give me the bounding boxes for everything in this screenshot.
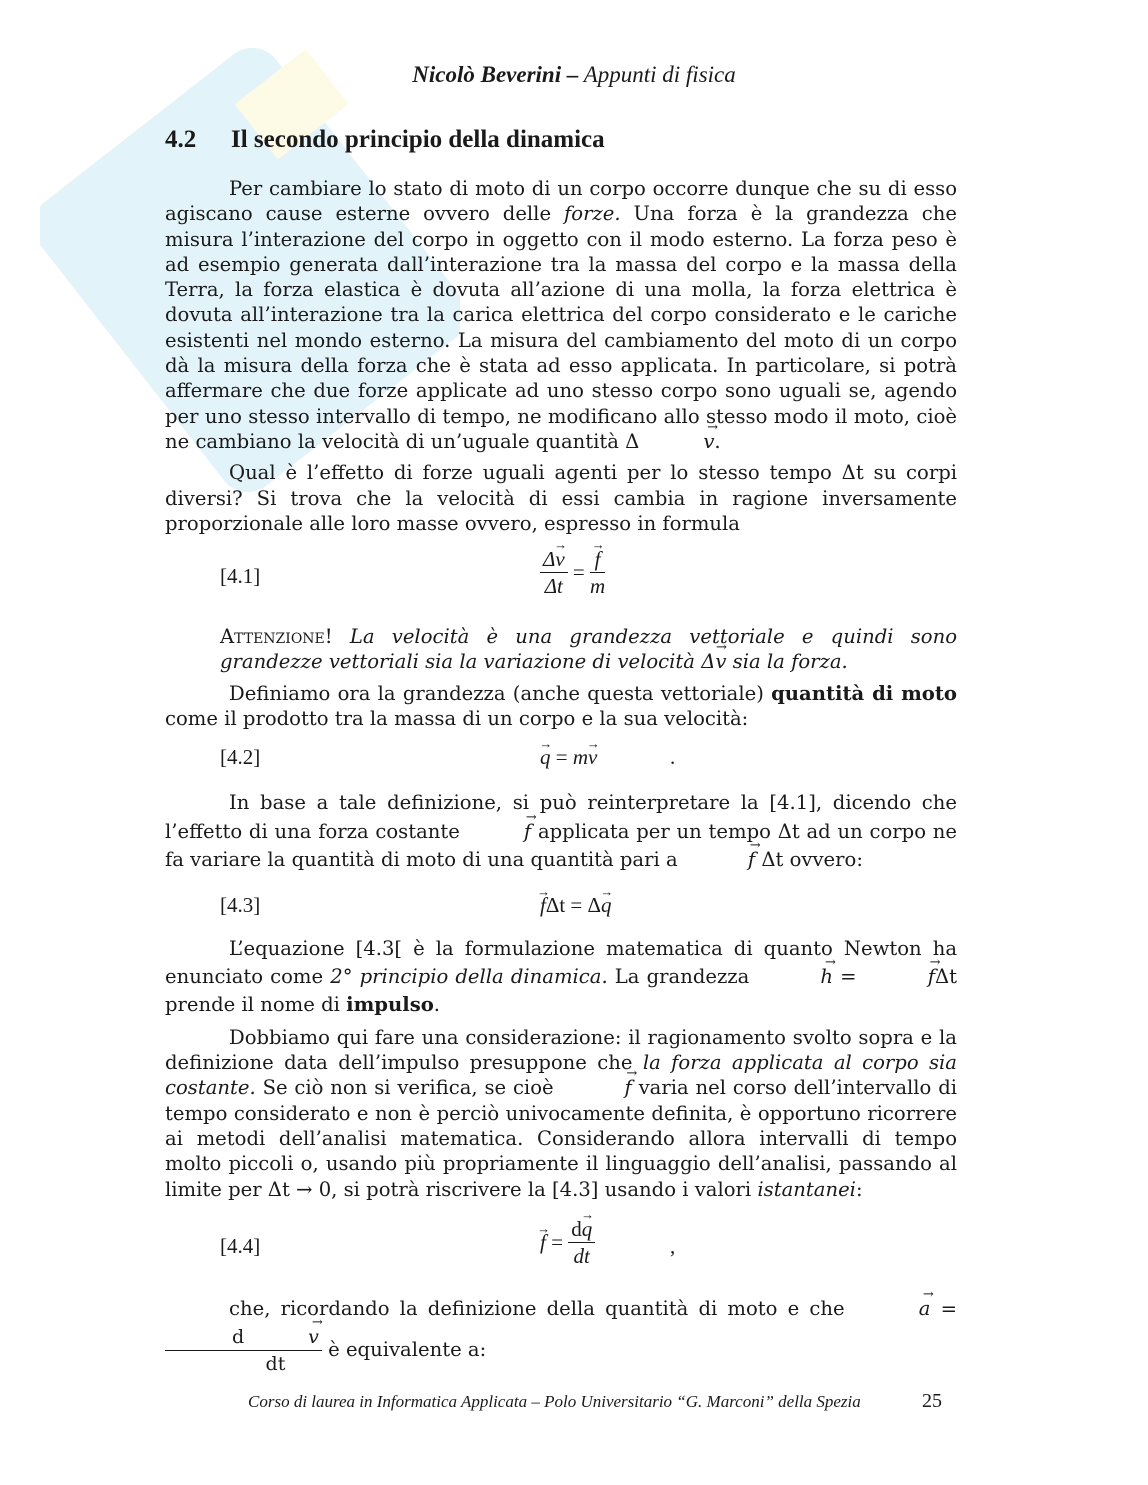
paragraph-1: Per cambiare lo stato di moto di un corpo occorre dunque che su di esso agiscano cause esterne ovvero delle forze. Una forza è la grandezza che misura l’interazione del corpo in oggetto con il modo esterno. La forza peso è ad esempio generata dall’interazione tra la massa del corpo e la massa della Terra, la forza elastica è dovuta all’azione di una molla, la forza elettrica è dovuta all’interazione tra la carica elettrica del corpo considerato e le cariche esistenti nel mondo esterno. La misura del cambiamento del moto di un corpo dà la misura della forza che è stata ad esso applicata. In particolare, si potrà affermare che due forze applicate ad uno stesso corpo sono uguali se, agendo per uno stesso intervallo di tempo, ne modificano allo stesso modo il moto, cioè ne cambiano la velocità di un’uguale quantità Δ→ v. [165,176,957,454]
footer-course: Corso di laurea in Informatica Applicata – Polo Universitario “G. Marconi” della Spezia [248,1392,861,1411]
paragraph-6: Dobbiamo qui fare una considerazione: il ragionamento svolto sopra e la definizione data dell’impulso presuppone che la forza applicata al corpo sia costante. Se ciò non si verifica, se cioè → f varia nel corso dell’intervallo di tempo considerato e non è perciò univocamente definita, è opportuno ricorrere ai metodi dell’analisi matematica. Considerando allora intervalli di tempo molto piccoli o, usando più propriamente il linguaggio dell’analisi, passando al limite per Δt → 0, si potrà riscrivere la [4.3] usando i valori istantanei: [165,1025,957,1202]
equation-label: [4.1] [220,564,261,589]
section-heading: Il secondo principio della dinamica [231,126,605,153]
paragraph-5: L’equazione [4.3[ è la formulazione matematica di quanto Newton ha enunciato come 2° principio della dinamica. La grandezza → h = → fΔt prende il nome di impulso. [165,935,957,1019]
page-body [165,176,957,1377]
header-title: Appunti di fisica [583,62,736,87]
equation-label: [4.2] [220,745,261,770]
page-number: 25 [922,1390,942,1412]
equation-4-2: [4.2] → q = m→ v . [165,737,957,783]
paragraph-4: In base a tale definizione, si può reinterpretare la [4.1], dicendo che l’effetto di una forza costante→ f applicata per un tempo Δt ad un corpo ne fa variare la quantità di moto di una quantità pari a → f Δt ovvero: [165,789,957,875]
attention-note: Attenzione! La velocità è una grandezza vettoriale e quindi sono grandezze vettoriali sia la variazione di velocità Δ→ v sia la forza. [220,624,957,675]
section-title [165,126,605,154]
vector-v: → v [639,429,714,454]
paragraph-7: che, ricordando la definizione della quantità di moto e che → a = $\frac{d\to v}{dt}$ è equivalente a: [165,1294,957,1378]
header-author: Nicolò Beverini – [412,62,579,87]
equation-label: [4.4] [220,1233,261,1258]
equation-4-1: [4.1] $\frac{\Delta\to v}{\Delta t}$ = → $\frac{f}{m}$ [165,546,957,618]
paragraph-2: Qual è l’effetto di forze uguali agenti per lo stesso tempo Δt su corpi diversi? Si trova che la velocità di essi cambia in ragione inversamente proporzionale alle loro masse ovvero, espresso in formula [165,461,957,535]
equation-4-4: [4.4] → f = $\frac{d\to q}{dt}$ , [165,1216,957,1294]
equation-label: [4.3] [220,892,261,917]
equation-4-3: [4.3] → fΔt = Δ→ q [165,881,957,929]
section-number: 4.2 [165,126,197,153]
running-header [0,62,1148,88]
paragraph-3: Definiamo ora la grandezza (anche questa vettoriale) quantità di moto come il prodotto tra la massa di un corpo e la sua velocità: [165,681,957,731]
